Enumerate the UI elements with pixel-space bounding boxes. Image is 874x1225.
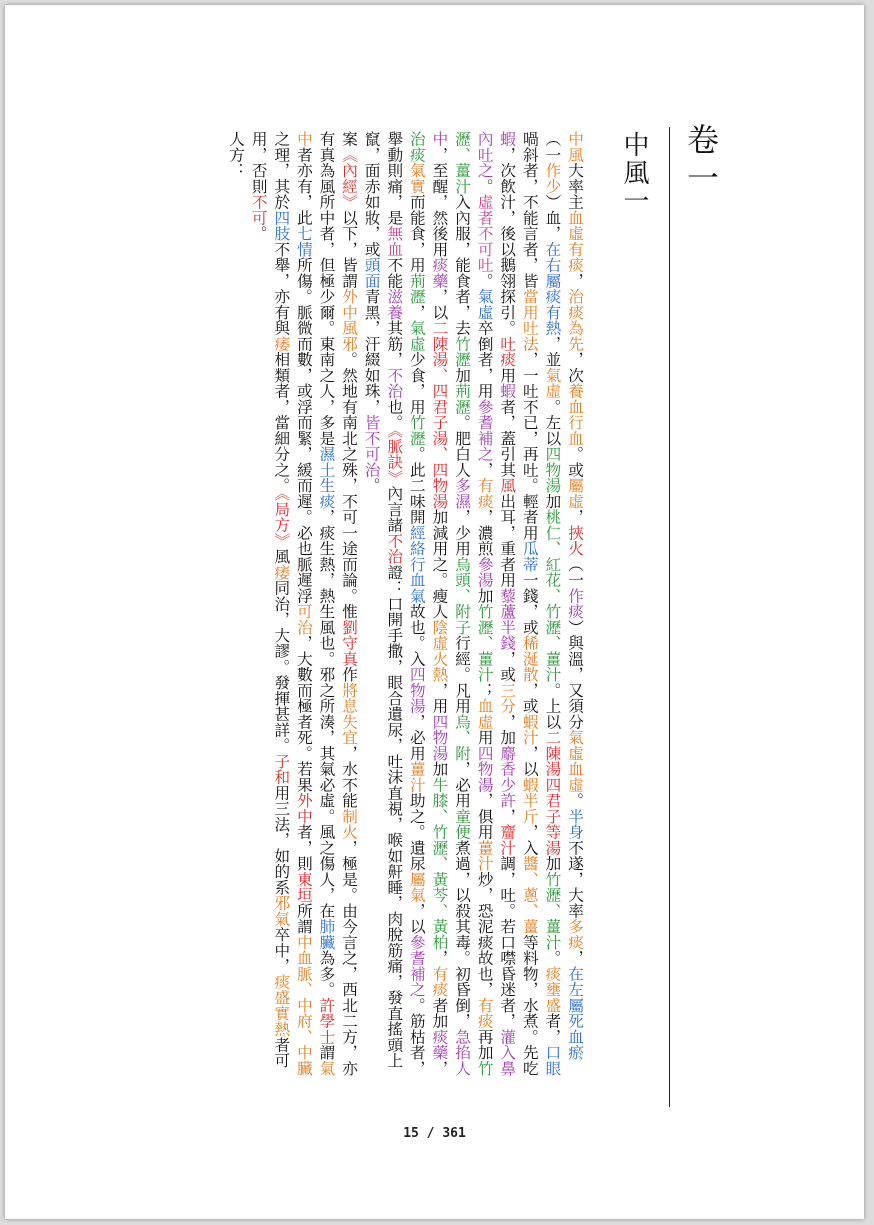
text-run: ，以 xyxy=(430,288,449,320)
highlighted-term: 二陳湯、四君子湯、四物湯 xyxy=(430,320,449,509)
text-run: 所謂 xyxy=(294,902,313,935)
highlighted-term: 氣虛 xyxy=(407,320,426,352)
text-run: ）血， xyxy=(543,194,562,242)
highlighted-term: 急掐人中 xyxy=(430,131,472,1076)
text-run: 謂 xyxy=(317,1044,336,1061)
text-run: 少食，用 xyxy=(407,351,426,415)
document-page xyxy=(5,5,864,1219)
highlighted-term: 半身 xyxy=(566,808,584,840)
highlighted-term: 東垣 xyxy=(294,871,313,903)
text-run: ， xyxy=(566,272,584,289)
text-run: 者可用，否則 xyxy=(249,131,291,1069)
text-run: ，以 xyxy=(520,745,539,777)
text-run: 加 xyxy=(430,761,449,777)
text-run: ， xyxy=(430,1060,449,1076)
text-run: 再加 xyxy=(475,1028,494,1061)
text-run: 加減用之。瘦人 xyxy=(430,509,449,620)
text-run: 者加 xyxy=(430,997,449,1029)
text-run: 相類者，當細分之。 xyxy=(272,351,291,494)
highlighted-term: 子和 xyxy=(272,753,291,785)
text-run: 加 xyxy=(543,855,562,872)
highlighted-term: 三分 xyxy=(498,682,517,714)
text-run: 故也。入 xyxy=(407,603,426,667)
text-run: 調，吐。若口噤昏迷者， xyxy=(498,855,517,1029)
text-run: 用 xyxy=(475,729,494,746)
text-run: ，一吐不已，再吐。輕者用 xyxy=(520,351,539,541)
text-run: ，入 xyxy=(520,824,539,856)
highlighted-term: 醬、蔥、薑 xyxy=(520,855,539,935)
highlighted-term: 四物湯 xyxy=(475,745,494,793)
text-run: 人方： xyxy=(227,131,246,179)
text-run: 大率主 xyxy=(566,162,584,210)
text-run: 。筋枯者，舉動則痛，是 xyxy=(385,131,426,1076)
text-run: 。此二味開 xyxy=(407,446,426,525)
text-run: ，用 xyxy=(430,682,449,714)
text-run: ，水不能 xyxy=(340,745,359,809)
text-run: ）與溫，又須分 xyxy=(566,619,584,730)
text-run: 行經。凡用 xyxy=(453,635,472,714)
text-run: 而能食，用 xyxy=(407,194,426,273)
text-run: 證：口開手撒，眼合遺尿，吐沫直視，喉如鼾睡，肉脫筋痛，發直搖頭上竄，面赤如妝，或 xyxy=(362,131,404,1069)
text-run: 。 xyxy=(475,272,494,289)
highlighted-term: 蝦 xyxy=(498,131,517,147)
text-run: ， xyxy=(407,304,426,320)
text-run: 用三法，如的系 xyxy=(272,784,291,895)
highlighted-term: 四肢 xyxy=(272,209,291,242)
highlighted-term: 氣虛 xyxy=(475,288,494,320)
highlighted-term: 不治 xyxy=(385,532,404,565)
text-run: 用 xyxy=(498,367,517,383)
text-run: 。 xyxy=(475,178,494,194)
text-run: 煮過，以殺其毒。初昏倒， xyxy=(453,839,472,1029)
highlighted-term: 屬虛 xyxy=(566,477,584,509)
highlighted-term: 四物湯 xyxy=(543,446,562,494)
text-run: 不舉，亦有與 xyxy=(272,241,291,336)
highlighted-term: 竹瀝、薑汁 xyxy=(475,603,494,683)
text-run: ，或 xyxy=(520,682,539,714)
highlighted-term: 灌入鼻內吐之 xyxy=(475,131,517,1076)
text-run: 。 xyxy=(566,792,584,809)
highlighted-term: 參耆補之 xyxy=(407,934,426,998)
text-run: 之理，其於 xyxy=(272,131,291,210)
highlighted-term: 痰藥 xyxy=(430,257,449,289)
paragraph xyxy=(360,131,586,1091)
highlighted-term: 藜蘆半錢 xyxy=(498,587,517,651)
highlighted-term: 滋養 xyxy=(385,288,404,320)
highlighted-term: 有痰 xyxy=(475,997,494,1029)
text-run: （一 xyxy=(543,131,562,163)
page-indicator: 15 / 361 xyxy=(403,1126,466,1141)
highlighted-term: 竹瀝 xyxy=(453,335,472,368)
text-run: ，或 xyxy=(498,650,517,683)
text-run: 所傷。脈微而數，或浮而緊，緩而遲。必也脈遲浮 xyxy=(294,257,313,604)
highlighted-term: 荊瀝 xyxy=(407,272,426,305)
text-run: 其筋， xyxy=(385,320,404,368)
body-text xyxy=(225,131,587,1091)
text-run: 。然地有南北之殊，不可一途而論。惟 xyxy=(340,351,359,620)
highlighted-term: 血虛 xyxy=(475,698,494,730)
highlighted-term: 氣虛血虛 xyxy=(566,729,584,793)
text-run: ，以 xyxy=(407,902,426,935)
highlighted-term: 養血行血 xyxy=(566,383,584,446)
highlighted-term: 痰藥 xyxy=(430,1028,449,1061)
highlighted-term: 四物湯 xyxy=(430,713,449,761)
text-run: 。或 xyxy=(566,446,584,478)
paragraph xyxy=(247,131,360,1091)
highlighted-term: 外中風邪 xyxy=(340,288,359,352)
highlighted-term: 作少 xyxy=(543,162,562,194)
highlighted-term: 《內經》 xyxy=(340,146,359,210)
text-run: 風 xyxy=(272,548,291,565)
highlighted-term: 經絡行血氣 xyxy=(407,524,426,604)
text-run: 。上以 xyxy=(543,682,562,730)
highlighted-term: 當用吐法 xyxy=(520,288,539,352)
text-run: ，大數而極者死。若果 xyxy=(294,635,313,793)
text-run: （一 xyxy=(566,556,584,588)
highlighted-term: 在右屬痰有熱 xyxy=(543,241,562,336)
text-run: 加 xyxy=(453,367,472,383)
highlighted-term: 頭面 xyxy=(362,257,381,289)
highlighted-term: 痿 xyxy=(272,564,291,580)
highlighted-term: 荊瀝 xyxy=(453,383,472,415)
highlighted-term: 屬氣 xyxy=(407,871,426,903)
text-run: 加 xyxy=(475,587,494,604)
text-run: ，次飲汁，後以鵝翎探引。 xyxy=(498,146,517,336)
text-run: ，極是。由今言之，西北二方，亦有真為風所中者，但極少爾。東南之人，多是 xyxy=(317,131,359,1076)
text-run: ，少用 xyxy=(453,509,472,557)
text-run: ，痰生熱，熱生風也。邪之所湊，其氣必虛。風之傷人，在 xyxy=(317,509,336,919)
highlighted-term: 七情 xyxy=(294,225,313,257)
highlighted-term: 痰盛實熱 xyxy=(272,973,291,1037)
text-run: 。 xyxy=(362,477,381,494)
highlighted-term: 不可 xyxy=(249,194,268,226)
highlighted-term: 不治 xyxy=(385,367,404,399)
text-run: 加 xyxy=(543,493,562,509)
text-run: 入內服，能食者，去 xyxy=(453,194,472,336)
text-run: ， xyxy=(566,950,584,966)
highlighted-term: 制火 xyxy=(340,808,359,840)
highlighted-term: 薑汁 xyxy=(407,761,426,793)
text-run: 。左以 xyxy=(543,398,562,446)
text-run: ，並 xyxy=(543,335,562,368)
text-run: 以下，皆謂 xyxy=(340,209,359,289)
text-run: 等料物，水煮。先吃 xyxy=(520,934,539,1076)
highlighted-term: 吐痰 xyxy=(498,335,517,368)
text-run: 。 xyxy=(543,950,562,966)
text-run: 青黑，汗綴如珠， xyxy=(362,288,381,415)
text-run: 者， xyxy=(543,1013,562,1045)
text-run: 者，則 xyxy=(294,824,313,872)
text-run: ， xyxy=(566,509,584,525)
highlighted-term: 肺臟 xyxy=(317,918,336,950)
text-run: 者亦有，此 xyxy=(294,146,313,226)
text-run: ，次 xyxy=(566,351,584,383)
highlighted-term: 皆不可治 xyxy=(362,414,381,478)
highlighted-term: 氣中 xyxy=(294,131,336,1076)
highlighted-term: 蝦汁 xyxy=(520,713,539,746)
text-run: 同治，大謬。發揮甚詳。 xyxy=(272,579,291,754)
highlighted-term: 口眼 xyxy=(543,1044,562,1076)
text-run: ，必用 xyxy=(407,713,426,761)
chapter-title: 中風一 xyxy=(619,131,649,215)
highlighted-term: 作痰 xyxy=(566,587,584,620)
text-run: 卒倒者，用 xyxy=(475,320,494,399)
title-divider-line xyxy=(669,127,670,1107)
highlighted-term: 齏汁 xyxy=(498,824,517,856)
highlighted-term: 四物湯 xyxy=(407,666,426,714)
highlighted-term: 牛膝、竹瀝、黃芩、黃柏 xyxy=(430,776,449,950)
highlighted-term: 邪氣 xyxy=(272,894,291,927)
highlighted-term: 挾火 xyxy=(566,524,584,557)
text-run: 。肥白人 xyxy=(453,414,472,478)
highlighted-term: 竹瀝、薑汁 xyxy=(543,871,562,950)
highlighted-term: 蝦半斤 xyxy=(520,776,539,824)
highlighted-term: 童便 xyxy=(453,808,472,840)
text-run: 為多。 xyxy=(317,950,336,998)
highlighted-term: 虛者不可吐 xyxy=(475,194,494,273)
text-run: 一錢，或 xyxy=(520,572,539,635)
highlighted-term: 瓜蒂 xyxy=(520,540,539,572)
highlighted-term: 痿 xyxy=(272,335,291,352)
highlighted-term: 許學士 xyxy=(317,997,336,1045)
text-run: 助之。遺尿 xyxy=(407,792,426,872)
highlighted-term: 無血 xyxy=(385,225,404,257)
volume-title: 卷一 xyxy=(682,123,720,199)
text-run: ，必用 xyxy=(453,761,472,809)
text-run: ，俱用 xyxy=(475,792,494,840)
highlighted-term: 參耆補之 xyxy=(475,398,494,462)
text-run: 作 xyxy=(340,666,359,683)
text-run: 不遂，大率 xyxy=(566,839,584,919)
highlighted-term: 稀涎散 xyxy=(520,635,539,683)
highlighted-term: 血虛有痰 xyxy=(566,209,584,273)
highlighted-term: 多痰 xyxy=(566,918,584,950)
highlighted-term: 外中 xyxy=(294,792,313,824)
highlighted-term: 在左屬死血瘀 xyxy=(566,965,584,1061)
highlighted-term: 濕土生痰 xyxy=(317,446,336,509)
text-run: 也。 xyxy=(385,398,404,431)
highlighted-term: 竹瀝、薑汁 xyxy=(453,131,494,1076)
highlighted-term: 中風 xyxy=(566,131,584,163)
highlighted-term: 蝦 xyxy=(498,383,517,399)
highlighted-term: 氣虛 xyxy=(543,367,562,399)
text-run: ， xyxy=(498,808,517,824)
highlighted-term: 痰壅盛 xyxy=(543,965,562,1013)
text-run: ，加 xyxy=(498,713,517,746)
text-run: 。 xyxy=(249,225,268,242)
highlighted-term: 參湯 xyxy=(475,556,494,588)
highlighted-term: 可治 xyxy=(294,603,313,635)
text-run: 者，蓋引其 xyxy=(498,398,517,478)
highlighted-term: 竹瀝 xyxy=(407,414,426,446)
text-run: ， xyxy=(475,461,494,478)
highlighted-term: 有痰 xyxy=(430,965,449,998)
text-run: 炒，恐泥痰故也， xyxy=(475,871,494,998)
highlighted-term: 烏頭、附子 xyxy=(453,556,472,635)
highlighted-term: 《脈訣》 xyxy=(385,430,404,486)
highlighted-term: 中血脈、中府、中臟 xyxy=(294,934,313,1076)
highlighted-term: 劉守真 xyxy=(340,619,359,667)
highlighted-term: 多濕 xyxy=(453,477,472,509)
text-run: 不能 xyxy=(385,257,404,289)
highlighted-term: 治痰為先 xyxy=(566,288,584,352)
highlighted-term: 陰虛火熱 xyxy=(430,619,449,683)
highlighted-term: 麝香少許 xyxy=(498,745,517,809)
text-run: 出耳，重者用 xyxy=(498,493,517,588)
highlighted-term: 二陳湯四君子等湯 xyxy=(543,729,562,856)
text-run: 內言諸 xyxy=(385,485,404,533)
text-run: 卒中， xyxy=(272,926,291,974)
text-run: 案 xyxy=(340,131,359,147)
text-run: ， xyxy=(430,950,449,966)
highlighted-term: 風 xyxy=(498,477,517,494)
highlighted-term: 《局方》 xyxy=(272,493,291,549)
highlighted-term: 烏、附 xyxy=(453,713,472,761)
text-run: 喎斜者，不能言者，皆 xyxy=(520,131,539,289)
highlighted-term: 桃仁、紅花、竹瀝、薑汁 xyxy=(543,509,562,683)
highlighted-term: 治痰 xyxy=(407,131,426,163)
text-run: ，濃煎 xyxy=(475,509,494,557)
paragraph xyxy=(225,131,248,1091)
highlighted-term: 將息失宜 xyxy=(340,682,359,746)
text-run: ； xyxy=(475,682,494,698)
highlighted-term: 有痰 xyxy=(475,477,494,509)
highlighted-term: 薑汁 xyxy=(475,839,494,872)
text-run: ，至醒，然後用 xyxy=(430,146,449,257)
highlighted-term: 氣實 xyxy=(407,162,426,194)
